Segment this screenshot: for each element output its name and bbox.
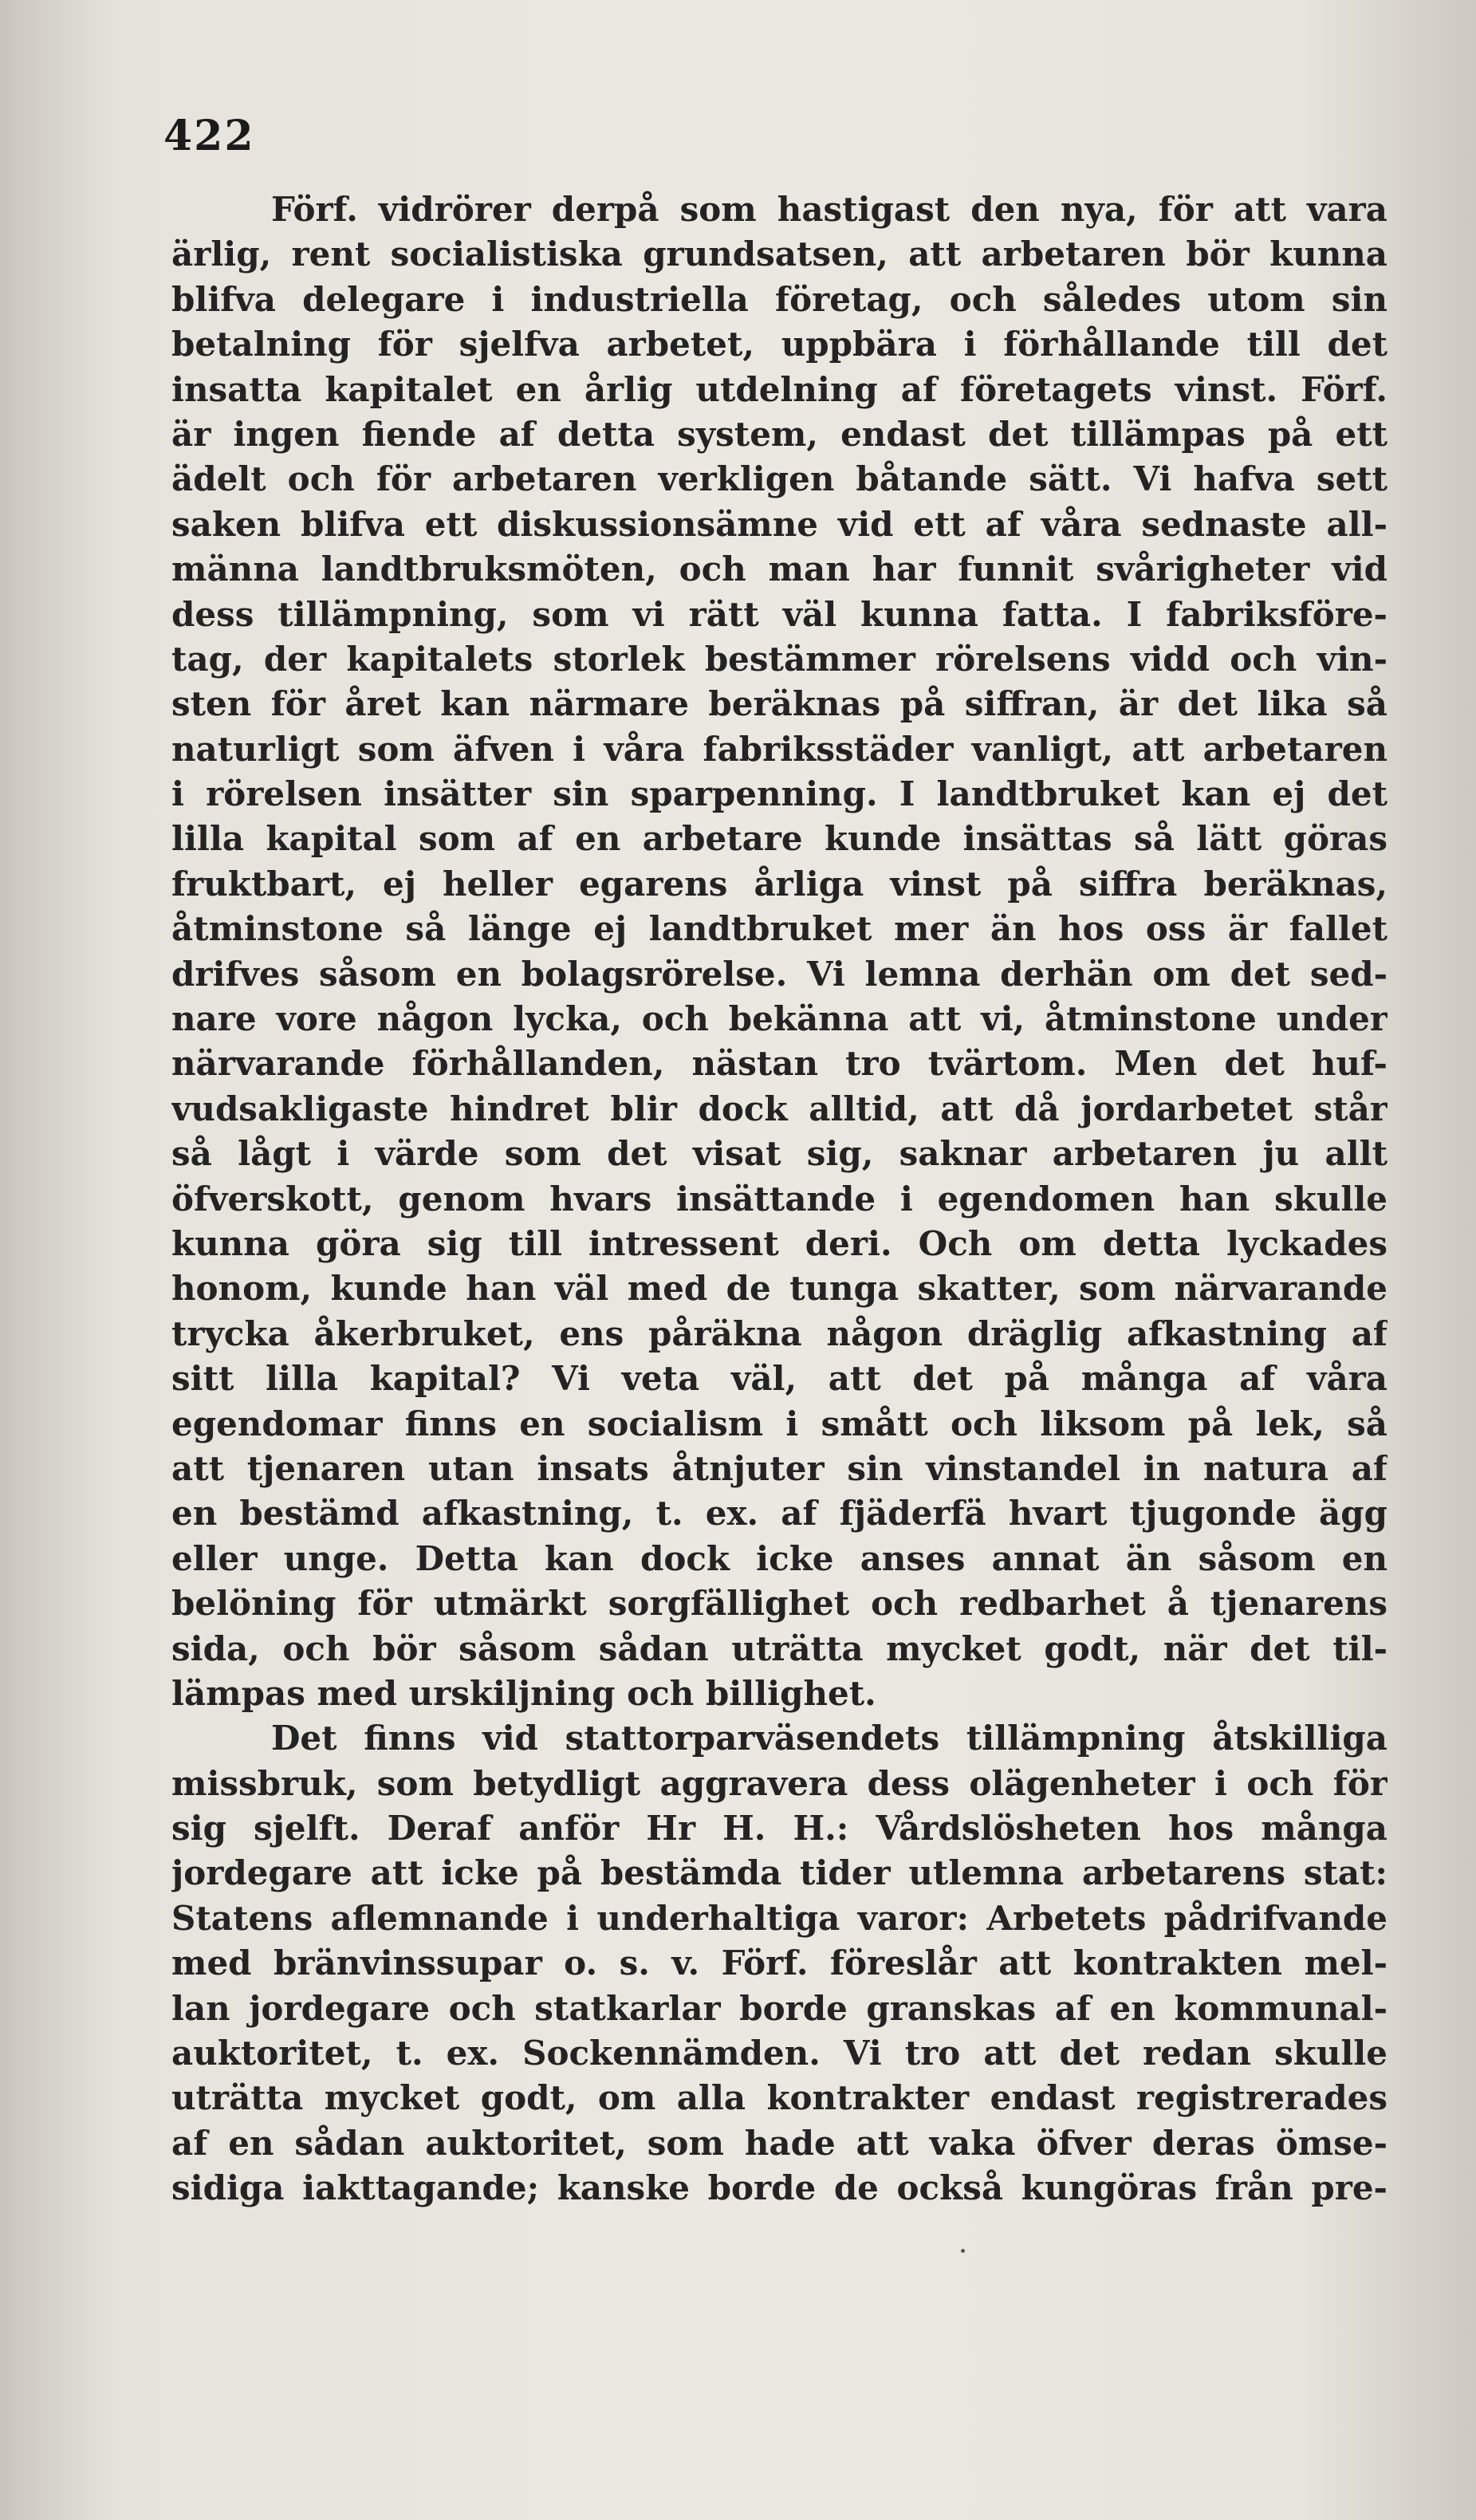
text-line: sitt lilla kapital? Vi veta väl, att det på många af våra [171,1359,1387,1399]
text-line: närvarande förhållanden, nästan tro tvärtom. Men det huf- [171,1044,1387,1084]
text-line: fruktbart, ej heller egarens årliga vinst på siffra beräknas, [171,864,1387,904]
text-line: en bestämd afkastning, t. ex. af fjäderfä hvart tjugonde ägg [171,1494,1387,1534]
text-line: Förf. vidrörer derpå som hastigast den nya, för att vara [271,190,1387,229]
text-line: af en sådan auktoritet, som hade att vaka öfver deras ömse- [171,2123,1387,2163]
text-line: saken blifva ett diskussionsämne vid ett af våra sednaste all- [171,504,1387,544]
text-line: honom, kunde han väl med de tunga skatter, som närvarande [171,1269,1387,1309]
text-line: sten för året kan närmare beräknas på siffran, är det lika så [171,684,1387,724]
text-line: kunna göra sig till intressent deri. Och om detta lyckades [171,1223,1387,1263]
text-line: lilla kapital som af en arbetare kunde insättas så lätt göras [171,819,1387,859]
text-line: så lågt i värde som det visat sig, saknar arbetaren ju allt [171,1134,1387,1174]
text-line: ädelt och för arbetaren verkligen båtande sätt. Vi hafva sett [171,459,1387,499]
text-line: drifves såsom en bolagsrörelse. Vi lemna derhän om det sed- [171,954,1387,994]
text-line: nare vore någon lycka, och bekänna att vi, åtminstone under [171,999,1387,1039]
text-line: att tjenaren utan insats åtnjuter sin vinstandel in natura af [171,1448,1387,1488]
text-line: insatta kapitalet en årlig utdelning af företagets vinst. Förf. [171,369,1387,409]
text-line: uträtta mycket godt, om alla kontrakter endast registrerades [171,2078,1387,2118]
text-line: naturligt som äfven i våra fabriksstäder vanligt, att arbetaren [171,729,1387,769]
text-line: åtminstone så länge ej landtbruket mer än hos oss är fallet [171,909,1387,949]
ink-speck [961,2249,965,2253]
text-line: egendomar finns en socialism i smått och liksom på lek, så [171,1404,1387,1443]
text-line: auktoritet, t. ex. Sockennämden. Vi tro att det redan skulle [171,2034,1387,2073]
text-line: eller unge. Detta kan dock icke anses annat än såsom en [171,1538,1387,1578]
page-number: 422 [163,112,255,160]
text-line: ärlig, rent socialistiska grundsatsen, att arbetaren bör kunna [171,234,1387,274]
text-line: tag, der kapitalets storlek bestämmer rörelsens vidd och vin- [171,639,1387,679]
text-line: vudsakligaste hindret blir dock alltid, att då jordarbetet står [171,1089,1387,1128]
text-line: männa landtbruksmöten, och man har funnit svårigheter vid [171,549,1387,589]
text-line: öfverskott, genom hvars insättande i egendomen han skulle [171,1179,1387,1219]
text-line: belöning för utmärkt sorgfällighet och redbarhet å tjenarens [171,1584,1387,1624]
text-line: lämpas med urskiljning och billighet. [171,1673,876,1713]
text-line: trycka åkerbruket, ens påräkna någon dräglig afkastning af [171,1313,1387,1353]
text-line: blifva delegare i industriella företag, och således utom sin [171,279,1387,319]
text-line: Det finns vid stattorparväsendets tillämpning åtskilliga [271,1719,1387,1758]
text-line: jordegare att icke på bestämda tider utlemna arbetarens stat: [171,1853,1387,1893]
text-line: Statens aflemnande i underhaltiga varor: Arbetets pådrifvande [171,1898,1387,1938]
text-line: i rörelsen insätter sin sparpenning. I landtbruket kan ej det [171,774,1387,814]
text-line: dess tillämpning, som vi rätt väl kunna fatta. I fabriksföre- [171,594,1387,634]
text-line: sig sjelft. Deraf anför Hr H. H.: Vårdslösheten hos många [171,1809,1387,1849]
text-line: är ingen fiende af detta system, endast det tillämpas på ett [171,414,1387,454]
body-text [171,187,1387,2211]
text-line: betalning för sjelfva arbetet, uppbära i förhållande till det [171,325,1387,364]
text-line: missbruk, som betydligt aggravera dess olägenheter i och för [171,1763,1387,1803]
text-line: sidiga iakttagande; kanske borde de också kungöras från pre- [171,2168,1387,2208]
text-line: sida, och bör såsom sådan uträtta mycket godt, när det til- [171,1628,1387,1668]
text-line: med bränvinssupar o. s. v. Förf. föreslår att kontrakten mel- [171,1943,1387,1983]
text-line: lan jordegare och statkarlar borde granskas af en kommunal- [171,1988,1387,2028]
